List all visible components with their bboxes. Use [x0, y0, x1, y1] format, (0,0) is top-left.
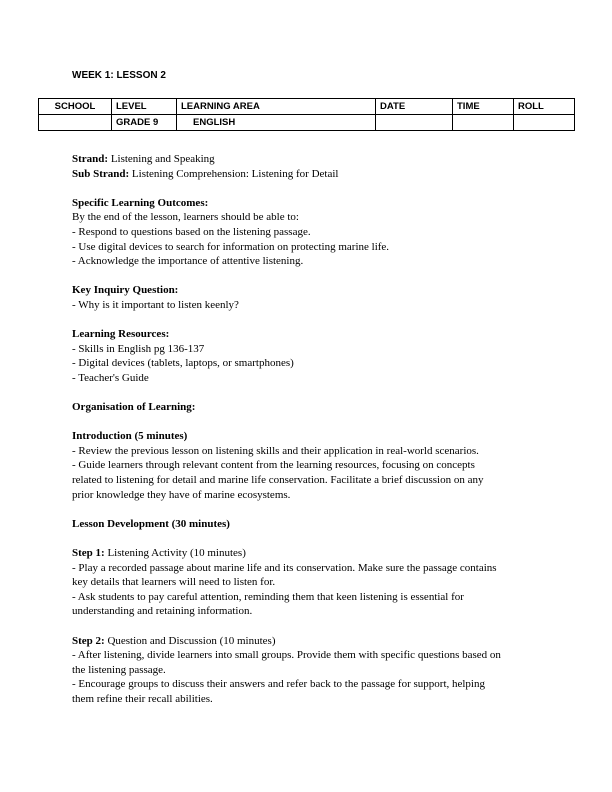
- introduction-heading: Introduction (5 minutes): [72, 430, 188, 443]
- step2-heading: Step 2: Question and Discussion (10 minutes): [72, 634, 276, 647]
- header-roll: ROLL: [514, 99, 575, 115]
- table-header-row: [39, 99, 575, 115]
- step2-line: - Encourage groups to discuss their answers and refer back to the passage for support, helping: [72, 678, 485, 691]
- introduction-line: related to listening for detail and marine life conservation. Facilitate a brief discussion on any: [72, 474, 484, 487]
- cell-date: [376, 115, 453, 131]
- step2-line: - After listening, divide learners into small groups. Provide them with specific questions based on: [72, 649, 501, 662]
- lesson-info-table: [38, 98, 575, 131]
- outcomes-heading: Specific Learning Outcomes:: [72, 196, 209, 209]
- inquiry-line: - Why is it important to listen keenly?: [72, 298, 239, 311]
- outcome-line: - Use digital devices to search for information on protecting marine life.: [72, 240, 390, 253]
- strand-value: Listening and Speaking: [108, 153, 215, 165]
- header-time: TIME: [453, 99, 514, 115]
- outcome-line: - Respond to questions based on the listening passage.: [72, 225, 311, 238]
- header-level: LEVEL: [112, 99, 177, 115]
- step2-line: the listening passage.: [72, 663, 166, 676]
- sub-strand: [72, 167, 552, 182]
- sub-strand-value: Listening Comprehension: Listening for Detail: [129, 167, 339, 180]
- resource-line: - Digital devices (tablets, laptops, or smartphones): [72, 357, 294, 370]
- organisation-heading: Organisation of Learning:: [72, 401, 196, 414]
- introduction-line: prior knowledge they have of marine ecosystems.: [72, 488, 291, 501]
- step1-line: understanding and retaining information.: [72, 605, 253, 618]
- step1-heading: Step 1: Listening Activity (10 minutes): [72, 547, 246, 560]
- introduction-line: - Guide learners through relevant content from the learning resources, focusing on concepts: [72, 459, 475, 472]
- outcome-line: - Acknowledge the importance of attentive listening.: [72, 255, 304, 268]
- step2-line: them refine their recall abilities.: [72, 692, 213, 705]
- lesson-body: [72, 152, 552, 707]
- resource-line: - Skills in English pg 136-137: [72, 342, 205, 355]
- strand-label: Strand:: [72, 153, 109, 165]
- table-row: [39, 115, 575, 131]
- resource-line: - Teacher's Guide: [72, 371, 149, 384]
- cell-school: [39, 115, 112, 131]
- development-heading: Lesson Development (30 minutes): [72, 517, 230, 530]
- step1-line: key details that learners will need to listen for.: [72, 576, 276, 589]
- cell-roll: [514, 115, 575, 131]
- strand: [72, 152, 552, 167]
- header-learning-area: LEARNING AREA: [177, 99, 376, 115]
- outcome-line: By the end of the lesson, learners should be able to:: [72, 211, 299, 224]
- cell-level: GRADE 9: [112, 115, 177, 131]
- introduction-line: - Review the previous lesson on listening skills and their application in real-world scenarios.: [72, 444, 479, 457]
- inquiry-heading: Key Inquiry Question:: [72, 284, 179, 297]
- lesson-title: WEEK 1: LESSON 2: [72, 70, 166, 81]
- header-school: SCHOOL: [39, 99, 112, 115]
- step1-line: - Ask students to pay careful attention, reminding them that keen listening is essential for: [72, 590, 464, 603]
- sub-strand-label: Sub Strand:: [72, 167, 130, 180]
- resources-heading: Learning Resources:: [72, 328, 170, 341]
- step1-line: - Play a recorded passage about marine life and its conservation. Make sure the passage contains: [72, 561, 497, 574]
- header-date: DATE: [376, 99, 453, 115]
- cell-learning-area: ENGLISH: [177, 115, 376, 131]
- cell-time: [453, 115, 514, 131]
